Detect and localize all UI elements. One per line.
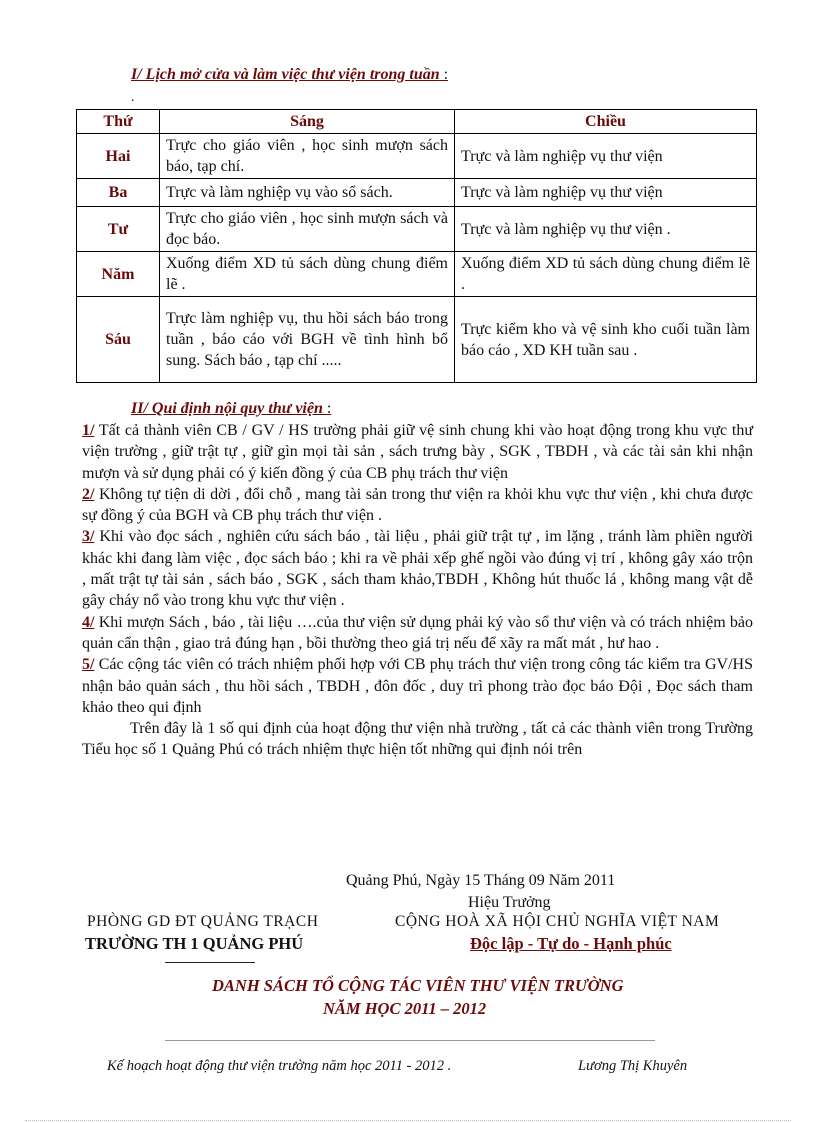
rule-text: Không tự tiện di dời , đổi chỗ , mang tài sản trong thư viện ra khỏi khu vực thư viện , khi chưa được sự đồng ý của BGH và CB phụ trách thư viện . xyxy=(82,485,753,525)
stray-dot: . xyxy=(131,90,135,105)
schedule-row xyxy=(77,134,757,179)
rule-item xyxy=(82,612,753,655)
signature-date: Quảng Phú, Ngày 15 Tháng 09 Năm 2011 xyxy=(346,872,616,889)
rules-list xyxy=(82,420,753,761)
schedule-row xyxy=(77,252,757,297)
afternoon-cell: Trực và làm nghiệp vụ thư viện . xyxy=(455,207,757,252)
rule-number: 1/ xyxy=(82,422,95,439)
day-cell: Sáu xyxy=(77,297,160,383)
header-day: Thứ xyxy=(77,110,160,134)
school-underline-divider xyxy=(165,962,255,963)
schedule-row xyxy=(77,179,757,207)
page-bottom-dotted-rule xyxy=(25,1120,791,1121)
rule-item xyxy=(82,526,753,611)
section-1-heading: I/ Lịch mở cửa và làm việc thư viện trong tuần : xyxy=(131,66,449,83)
rule-number: 5/ xyxy=(82,656,95,674)
afternoon-cell: Trực và làm nghiệp vụ thư viện xyxy=(455,134,757,179)
morning-cell: Xuống điểm XD tủ sách dùng chung điểm lẽ . xyxy=(160,252,455,297)
footer-author: Lương Thị Khuyên xyxy=(578,1058,688,1074)
rule-text: Khi mượn Sách , báo , tài liệu ….của thư viện sử dụng phải ký vào sổ thư viện và có trách nhiệm bảo quản cẩn thận , giao trả đúng hạn , bồi thường theo giá trị nếu để xãy ra mất mát , hư hao . xyxy=(82,613,753,652)
rule-text: Tất cả thành viên CB / GV / HS trường phải giữ vệ sinh chung khi vào hoạt động trong khu vực thư viện trường , giữ trật tự , giữ gìn mọi tài sản , sách trưng bày , SGK , TBDH , và các tài sản khi nhận mượn và sử dụng phải có ý kiến đồng ý của CB phụ trách thư viện xyxy=(82,422,753,482)
header-afternoon: Chiều xyxy=(455,110,757,134)
rule-number: 4/ xyxy=(82,613,95,631)
rule-text: Khi vào đọc sách , nghiên cứu sách báo , tài liệu , phải giữ trật tự , im lặng , tránh làm phiền người khác khi đang làm việc , đọc sách báo ; khi ra về phải xếp ghế ngồi vào đúng vị trí , không gây xáo trộn , mất trật tự tài sản , sách báo , SGK , sách tham khảo,TBDH , Không hút thuốc lá , không mang vật dễ gây cháy nổ vào trong khu vực thư viện . xyxy=(82,528,753,610)
morning-cell: Trực cho giáo viên , học sinh mượn sách báo, tạp chí. xyxy=(160,134,455,179)
rule-item xyxy=(82,420,753,484)
list-subtitle: NĂM HỌC 2011 – 2012 xyxy=(323,999,487,1018)
day-cell: Hai xyxy=(77,134,160,179)
national-title: CỘNG HOÀ XÃ HỘI CHỦ NGHĨA VIỆT NAM xyxy=(395,913,720,930)
rule-item xyxy=(82,654,753,718)
schedule-header-row xyxy=(77,110,757,134)
national-motto: Độc lập - Tự do - Hạnh phúc xyxy=(470,934,672,953)
footer-document-title: Kế hoạch hoạt động thư viện trường năm học 2011 - 2012 . xyxy=(107,1058,452,1074)
morning-cell: Trực và làm nghiệp vụ vào sổ sách. xyxy=(160,179,455,207)
day-cell: Ba xyxy=(77,179,160,207)
day-cell: Tư xyxy=(77,207,160,252)
department-name: PHÒNG GD ĐT QUẢNG TRẠCH xyxy=(87,913,319,930)
footer-divider xyxy=(165,1040,655,1041)
school-name: TRƯỜNG TH 1 QUẢNG PHÚ xyxy=(85,934,304,953)
section-2-heading: II/ Qui định nội quy thư viện : xyxy=(131,400,332,417)
schedule-row xyxy=(77,207,757,252)
rule-item xyxy=(82,484,753,527)
schedule-table xyxy=(76,109,757,383)
conclusion-paragraph: Trên đây là 1 số qui định của hoạt động thư viện nhà trường , tất cả các thành viên trong Trường Tiểu học số 1 Quảng Phú có trách nhiệm thực hiện tốt những qui định nói trên xyxy=(82,720,753,759)
afternoon-cell: Trực kiểm kho và vệ sinh kho cuối tuần làm báo cáo , XD KH tuần sau . xyxy=(455,297,757,383)
afternoon-cell: Trực và làm nghiệp vụ thư viện xyxy=(455,179,757,207)
signature-role: Hiệu Trưởng xyxy=(468,894,551,911)
rule-text: Các cộng tác viên có trách nhiệm phối hợp với CB phụ trách thư viện trong công tác kiểm tra GV/HS nhận bảo quản sách , thu hồi sách , TBDH , đôn đốc , duy trì phong trào đọc báo Đội , Đọc sách tham khảo theo qui định xyxy=(82,656,753,716)
rule-number: 3/ xyxy=(82,528,95,546)
day-cell: Năm xyxy=(77,252,160,297)
schedule-row xyxy=(77,297,757,383)
afternoon-cell: Xuống điểm XD tủ sách dùng chung điểm lẽ . xyxy=(455,252,757,297)
header-morning: Sáng xyxy=(160,110,455,134)
morning-cell: Trực làm nghiệp vụ, thu hồi sách báo trong tuần , báo cáo với BGH về tình hình bổ sung. Sách báo , tạp chí ..... xyxy=(160,297,455,383)
morning-cell: Trực cho giáo viên , học sinh mượn sách và đọc báo. xyxy=(160,207,455,252)
rule-number: 2/ xyxy=(82,485,95,503)
list-title: DANH SÁCH TỔ CỘNG TÁC VIÊN THƯ VIỆN TRƯỜNG xyxy=(212,976,624,995)
